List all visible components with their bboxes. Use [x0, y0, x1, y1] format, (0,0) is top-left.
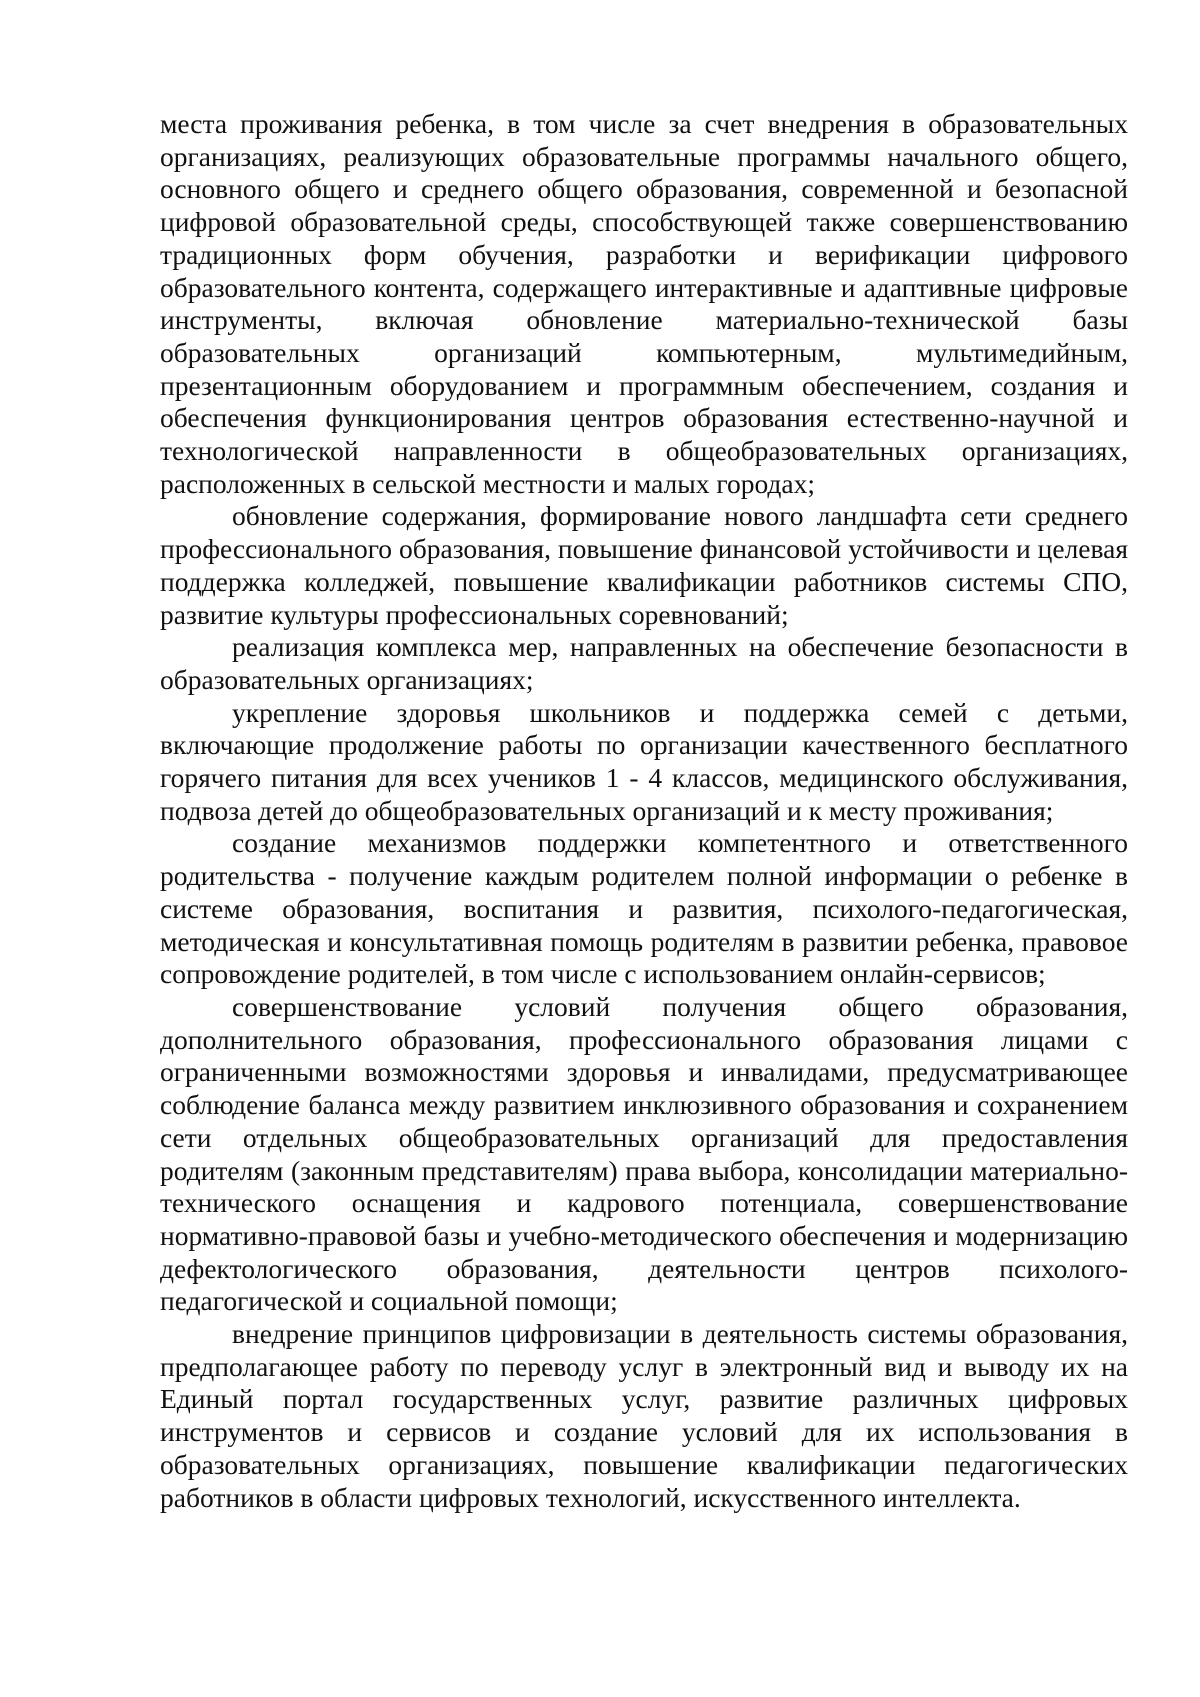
paragraph-spo-modernization: обновление содержания, формирование нового ландшафта сети среднего профессионального образования, повышение финансовой устойчивости и целевая поддержка колледжей, повышение квалификации работников системы СПО, развитие культуры профессиональных соревнований;: [160, 500, 1128, 630]
paragraph-student-health: укрепление здоровья школьников и поддержка семей с детьми, включающие продолжение работы по организации качественного бесплатного горячего питания для всех учеников 1 - 4 классов, медицинского обслуживания, подвоза детей до общеобразовательных организаций и к месту проживания;: [160, 696, 1128, 826]
paragraph-safety-measures: реализация комплекса мер, направленных на обеспечение безопасности в образовательных организациях;: [160, 631, 1128, 695]
paragraph-inclusive-education: совершенствование условий получения общего образования, дополнительного образования, профессионального образования лицами с ограниченными возможностями здоровья и инвалидами, предусматривающее соблюдение баланса между развитием инклюзивного образования и сохранением сети отдельных общеобразовательных организаций для предоставления родителям (законным представителям) права выбора, консолидации материально-технического оснащения и кадрового потенциала, совершенствование нормативно-правовой базы и учебно-методического обеспечения и модернизацию дефектологического образования, деятельности центров психолого-педагогической и социальной помощи;: [160, 990, 1128, 1317]
paragraph-continuation: места проживания ребенка, в том числе за счет внедрения в образовательных организациях, реализующих образовательные программы начального общего, основного общего и среднего общего образования, современной и безопасной цифровой образовательной среды, способствующей также совершенствованию традиционных форм обучения, разработки и верификации цифрового образовательного контента, содержащего интерактивные и адаптивные цифровые инструменты, включая обновление материально-технической базы образовательных организаций компьютерным, мультимедийным, презентационным оборудованием и программным обеспечением, создания и обеспечения функционирования центров образования естественно-научной и технологической направленности в общеобразовательных организациях, расположенных в сельской местности и малых городах;: [160, 108, 1128, 499]
document-body: [160, 108, 1128, 1514]
paragraph-parenting-support: создание механизмов поддержки компетентного и ответственного родительства - получение каждым родителем полной информации о ребенке в системе образования, воспитания и развития, психолого-педагогическая, методическая и консультативная помощь родителям в развитии ребенка, правовое сопровождение родителей, в том числе с использованием онлайн-сервисов;: [160, 827, 1128, 990]
paragraph-digitalization: внедрение принципов цифровизации в деятельность системы образования, предполагающее работу по переводу услуг в электронный вид и выводу их на Единый портал государственных услуг, развитие различных цифровых инструментов и сервисов и создание условий для их использования в образовательных организациях, повышение квалификации педагогических работников в области цифровых технологий, искусственного интеллекта.: [160, 1318, 1128, 1513]
